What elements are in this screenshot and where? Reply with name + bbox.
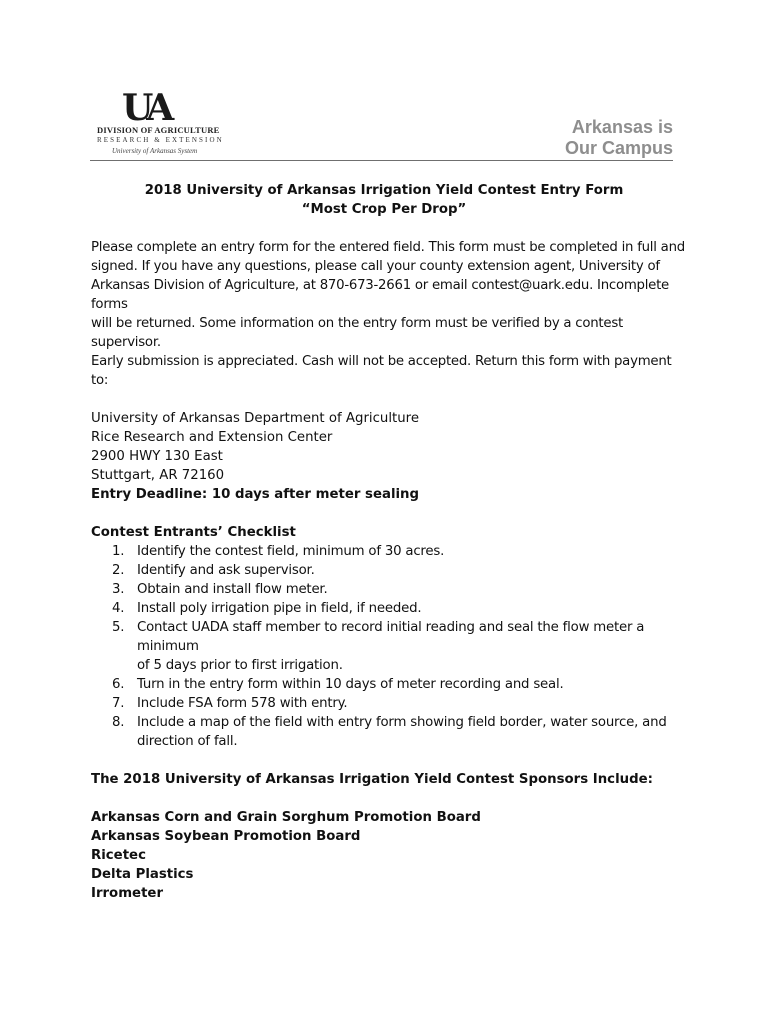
checklist-item-text: Include FSA form 578 with entry. <box>137 696 348 711</box>
checklist-item-text: Turn in the entry form within 10 days of meter recording and seal. <box>137 677 564 692</box>
intro-line: Early submission is appreciated. Cash will not be accepted. Return this form with payment to: <box>91 354 672 388</box>
address-line4: Stuttgart, AR 72160 <box>91 468 225 483</box>
intro-line: Please complete an entry form for the entered field. This form must be completed in full and <box>91 240 685 255</box>
header-divider <box>90 160 673 161</box>
address-line2: Rice Research and Extension Center <box>91 430 333 445</box>
uada-logo <box>97 87 237 160</box>
campus-tagline-line2: Our Campus <box>564 138 673 158</box>
sponsor-item: Arkansas Soybean Promotion Board <box>91 829 361 844</box>
sponsor-item: Delta Plastics <box>91 867 194 882</box>
entry-deadline: Entry Deadline: 10 days after meter sealing <box>91 487 420 502</box>
checklist-heading: Contest Entrants’ Checklist <box>91 525 296 540</box>
sponsor-item: Irrometer <box>91 886 164 901</box>
logo-research-text: RESEARCH & EXTENSION <box>97 136 224 144</box>
mailing-address <box>91 409 691 504</box>
logo-division-text: DIVISION OF AGRICULTURE <box>97 125 220 135</box>
checklist-item <box>91 599 691 618</box>
checklist-item-text: Contact UADA staff member to record initial reading and seal the flow meter a minimum <box>137 620 645 654</box>
document-body <box>91 181 691 903</box>
checklist-item-number: 1. <box>112 544 125 559</box>
checklist-item-text: Identify the contest field, minimum of 30 acres. <box>137 544 445 559</box>
checklist-item-text: Identify and ask supervisor. <box>137 563 315 578</box>
intro-paragraph <box>91 238 691 390</box>
checklist-item-number: 4. <box>112 601 125 616</box>
checklist-item <box>91 618 691 675</box>
form-title-line1: 2018 University of Arkansas Irrigation Yield Contest Entry Form <box>144 183 624 198</box>
checklist-item <box>91 561 691 580</box>
checklist-item-text: Include a map of the field with entry form showing field border, water source, and <box>137 715 667 730</box>
intro-line: will be returned. Some information on the entry form must be verified by a contest supervisor. <box>91 316 623 350</box>
form-subtitle: “Most Crop Per Drop” <box>301 202 467 217</box>
checklist-item <box>91 713 691 751</box>
sponsors-heading: The 2018 University of Arkansas Irrigation Yield Contest Sponsors Include: <box>91 772 653 787</box>
checklist-item-number: 3. <box>112 582 125 597</box>
checklist-item-text: Obtain and install flow meter. <box>137 582 328 597</box>
entrants-checklist <box>91 542 691 751</box>
checklist-item-number: 7. <box>112 696 125 711</box>
checklist-item-number: 8. <box>112 715 125 730</box>
intro-line: Arkansas Division of Agriculture, at 870-673-2661 or email contest@uark.edu. Incomplete forms <box>91 278 669 312</box>
checklist-item <box>91 694 691 713</box>
checklist-item-number: 5. <box>112 620 125 635</box>
logo-system-text: University of Arkansas System <box>112 147 198 155</box>
sponsor-item: Ricetec <box>91 848 146 863</box>
form-title <box>91 181 691 219</box>
sponsor-list <box>91 808 691 903</box>
checklist-item-text-continued: of 5 days prior to first irrigation. <box>137 658 343 673</box>
sponsor-item: Arkansas Corn and Grain Sorghum Promotion Board <box>91 810 481 825</box>
checklist-item-text-continued: direction of fall. <box>137 734 238 749</box>
checklist-item-number: 2. <box>112 563 125 578</box>
campus-tagline <box>565 117 673 159</box>
address-line3: 2900 HWY 130 East <box>91 449 223 464</box>
checklist-item <box>91 580 691 599</box>
ua-logo-mark: UA <box>122 87 169 129</box>
page-header <box>90 88 673 164</box>
checklist-item-text: Install poly irrigation pipe in field, if needed. <box>137 601 422 616</box>
address-line1: University of Arkansas Department of Agriculture <box>91 411 420 426</box>
checklist-item-number: 6. <box>112 677 125 692</box>
intro-line: signed. If you have any questions, please call your county extension agent, University of <box>91 259 660 274</box>
campus-tagline-line1: Arkansas is <box>571 117 673 137</box>
checklist-item <box>91 542 691 561</box>
checklist-item <box>91 675 691 694</box>
